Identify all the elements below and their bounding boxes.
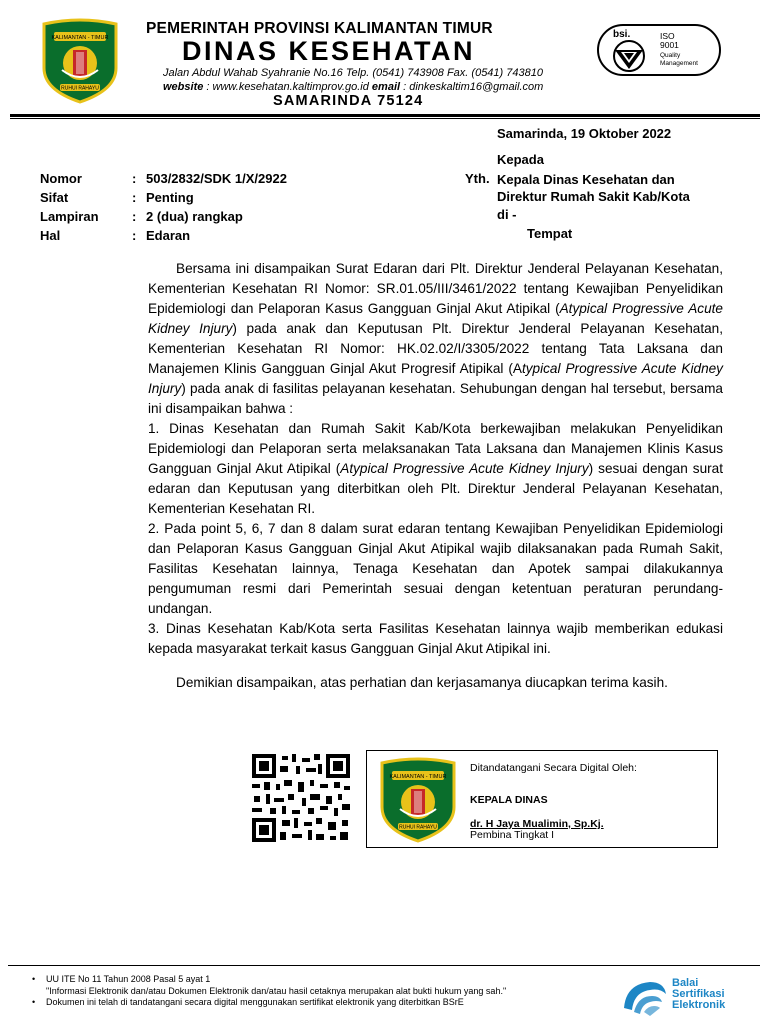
government-name: PEMERINTAH PROVINSI KALIMANTAN TIMUR	[146, 20, 493, 37]
iso-line-3: Quality	[660, 52, 681, 59]
meta-colon: :	[132, 209, 137, 224]
meta-nomor-value: 503/2832/SDK 1/X/2922	[146, 171, 287, 186]
meta-nomor-label: Nomor	[40, 171, 82, 186]
meta-lampiran-value: 2 (dua) rangkap	[146, 209, 243, 224]
body-intro-paragraph: Bersama ini disampaikan Surat Edaran dari Plt. Direktur Jenderal Pelayanan Kesehatan, Kementerian Kesehatan RI Nomor: SR.01.05/III/3461/2022 tentang Kewajiban Penyelidikan Epidemiologi dan Pelaporan Kasus Gangguan Ginjal Akut Atipikal (Atypical Progressive Acute Kidney Injury) pada anak dan Keputusan Plt. Direktur Jenderal Pelayanan Kesehatan, Kementerian Kesehatan RI Nomor: HK.02.02/I/3305/2022 tentang Tata Laksana dan Manajemen Klinis Gangguan Ginjal Akut Progresif Atipikal (Atypical Progressive Acute Kidney Injury) pada anak di fasilitas pelayanan kesehatan. Sehubungan dengan hal tersebut, bersama ini disampaikan bahwa :	[148, 261, 724, 416]
signatory-name: dr. H Jaya Mualimin, Sp.Kj.	[470, 818, 604, 830]
recipient-salutation: Yth.	[465, 171, 490, 186]
meta-hal-label: Hal	[40, 228, 61, 243]
bsi-kitemark-icon	[607, 40, 651, 72]
meta-hal-value: Edaran	[146, 228, 191, 243]
office-name: DINAS KESEHATAN	[182, 36, 476, 66]
recipient-place: Tempat	[527, 226, 573, 241]
emblem-banner: KALIMANTAN - TIMUR	[389, 774, 447, 780]
qr-code-icon	[250, 752, 352, 844]
iso-brand: bsi.	[613, 29, 631, 40]
meta-sifat-value: Penting	[146, 190, 194, 205]
letter-body	[148, 259, 723, 693]
body-item-1: 1. Dinas Kesehatan dan Rumah Sakit Kab/Kota berkewajiban melakukan Penyelidikan Epidemiologi dan Pelaporan serta melaksanakan Tata Laksana dan Manajemen Klinis Kasus Gangguan Ginjal Akut Atipikal (Atypical Progressive Acute Kidney Injury) sesuai dengan surat edaran dan Keputusan yang diterbitkan oleh Plt. Direktur Jenderal Pelayanan Kesehatan, Kementerian Kesehatan RI.	[148, 421, 724, 516]
emblem-banner: KALIMANTAN - TIMUR	[51, 35, 109, 41]
recipient-line-2: Direktur Rumah Sakit Kab/Kota	[497, 189, 690, 204]
letterhead-divider-thin	[10, 118, 760, 119]
footer-law-reference: • UU ITE No 11 Tahun 2008 Pasal 5 ayat 1	[32, 974, 211, 984]
meta-lampiran-label: Lampiran	[40, 209, 99, 224]
emblem-motto: RUHUI RAHAYU	[399, 824, 437, 831]
iso-line-2: 9001	[660, 40, 679, 50]
bsre-icon	[620, 978, 668, 1018]
recipient-line-1: Kepala Dinas Kesehatan dan	[497, 172, 675, 187]
website-link[interactable]: : www.kesehatan.kaltimprov.go.id	[206, 81, 369, 93]
iso-certification-badge	[597, 24, 721, 76]
emblem-shield-icon	[38, 18, 122, 104]
website-label: website	[163, 81, 204, 93]
meta-sifat-label: Sifat	[40, 190, 69, 205]
bsre-logo	[620, 978, 668, 1023]
signatory-rank: Pembina Tingkat I	[470, 829, 555, 841]
bsre-name: Balai Sertifikasi Elektronik	[672, 977, 726, 1011]
letter-date: Samarinda, 19 Oktober 2022	[497, 126, 672, 141]
footer-law-quote: "Informasi Elektronik dan/atau Dokumen Elektronik dan/atau hasil cetaknya merupakan alat bukti hukum yang sah."	[46, 986, 507, 996]
body-closing: Demikian disampaikan, atas perhatian dan kerjasamanya diucapkan terima kasih.	[176, 675, 668, 690]
body-item-2: 2. Pada point 5, 6, 7 dan 8 dalam surat edaran tentang Kewajiban Penyelidikan Epidemiologi dan Pelaporan Kasus Gangguan Ginjal Akut Atipikal wajib dilaksanakan pada Rumah Sakit, Fasilitas Kesehatan lainnya, Tenaga Kesehatan dan Apotek sampai dilakukannya pengumuman resmi dari Pemerintah sesuai dengan ketentuan peraturan perundang-undangan.	[148, 521, 723, 616]
office-address: Jalan Abdul Wahab Syahranie No.16 Telp. (0541) 743908 Fax. (0541) 743810	[163, 67, 543, 79]
iso-line-1: ISO	[660, 31, 675, 41]
meta-colon: :	[132, 171, 137, 186]
recipient-block	[497, 171, 737, 205]
provincial-emblem	[38, 18, 122, 109]
meta-nomor	[40, 171, 287, 186]
office-contact	[163, 81, 543, 93]
footer-bsre-note: • Dokumen ini telah di tandatangani secara digital menggunakan sertifikat elektronik yang diterbitkan BSrE	[32, 997, 464, 1007]
signature-qr-code	[250, 752, 352, 844]
recipient-heading: Kepada	[497, 152, 544, 167]
letterhead-divider	[10, 114, 760, 117]
meta-colon: :	[132, 228, 137, 243]
emblem-shield-icon	[372, 757, 464, 843]
signature-digital-note: Ditandatangani Secara Digital Oleh:	[470, 762, 637, 774]
recipient-di: di -	[497, 207, 517, 222]
footer-divider	[8, 965, 760, 966]
office-city: SAMARINDA 75124	[273, 93, 424, 109]
meta-sifat	[40, 190, 194, 205]
iso-line-4: Management	[660, 60, 698, 67]
meta-colon: :	[132, 190, 137, 205]
signature-emblem	[372, 757, 464, 848]
meta-hal	[40, 228, 190, 243]
body-item-3: 3. Dinas Kesehatan Kab/Kota serta Fasilitas Kesehatan lainnya wajib memberikan edukasi kepada masyarakat terkait kasus Gangguan Ginjal Akut Atipikal ini.	[148, 621, 723, 656]
signatory-role: KEPALA DINAS	[470, 794, 548, 806]
meta-lampiran	[40, 209, 243, 224]
email-label: email	[371, 81, 401, 93]
email-link[interactable]: : dinkeskaltim16@gmail.com	[403, 81, 544, 93]
emblem-motto: RUHUI RAHAYU	[61, 85, 99, 92]
